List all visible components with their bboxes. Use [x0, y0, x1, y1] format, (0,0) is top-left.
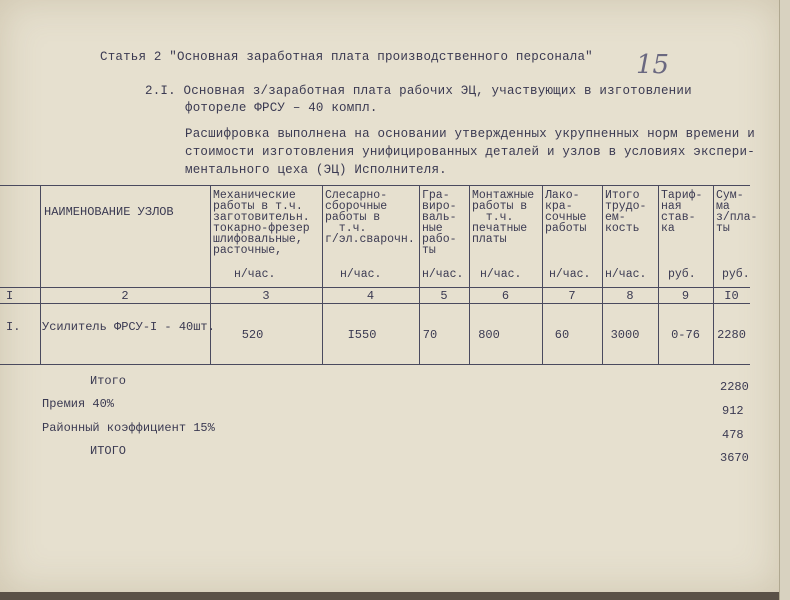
- col-number: 2: [121, 289, 129, 303]
- header-assembly: Слесарно- сборочные работы в т.ч. г/эл.сварочн.: [325, 189, 415, 246]
- row-index: I.: [6, 320, 21, 334]
- total-value: 2280: [720, 380, 749, 394]
- col-number: 8: [626, 289, 634, 303]
- col-number: 6: [501, 289, 510, 303]
- paper-edge: [779, 0, 790, 600]
- unit-painting: н/час.: [549, 268, 591, 281]
- col-number: I: [6, 289, 14, 303]
- header-salary: Сум- ма з/пла- ты: [716, 189, 758, 235]
- row-mechanical: 520: [241, 328, 264, 342]
- unit-rate: руб.: [668, 268, 696, 281]
- unit-mechanical: н/час.: [234, 268, 276, 281]
- row-rate: 0-76: [671, 328, 700, 342]
- col-number: 7: [568, 289, 576, 303]
- row-assembly: I550: [347, 328, 377, 342]
- row-total-labor: 3000: [610, 328, 640, 342]
- table-number-divider: [0, 303, 750, 304]
- unit-engraving: н/час.: [422, 268, 464, 281]
- table-top-border: [0, 185, 750, 186]
- bonus-label: Премия 40%: [42, 397, 115, 411]
- col-number: 5: [440, 289, 448, 303]
- row-engraving: 70: [422, 328, 438, 342]
- header-name: НАИМЕНОВАНИЕ УЗЛОВ: [44, 205, 174, 219]
- total-label: Итого: [90, 374, 127, 388]
- article-title: Статья 2 "Основная заработная плата производственного персонала": [100, 50, 593, 64]
- header-painting: Лако- кра- сочные работы: [545, 189, 587, 235]
- handwritten-page-number: 15: [636, 50, 670, 80]
- grand-total-value: 3670: [720, 451, 749, 465]
- row-mounting: 800: [478, 328, 500, 342]
- col-number: 4: [366, 289, 375, 303]
- bonus-value: 912: [722, 404, 744, 418]
- section-title-line2: фотореле ФРСУ – 40 компл.: [185, 101, 378, 115]
- regional-coefficient-value: 478: [722, 428, 744, 442]
- description-line3: ментального цеха (ЭЦ) Исполнителя.: [185, 163, 447, 177]
- col-number: 9: [681, 289, 690, 303]
- unit-total-labor: н/час.: [605, 268, 647, 281]
- row-salary: 2280: [717, 328, 746, 342]
- col-number: 3: [262, 289, 270, 303]
- row-item-name: Усилитель ФРСУ-I - 40шт.: [42, 320, 215, 334]
- grand-total-label: ИТОГО: [90, 444, 127, 458]
- section-title-line1: 2.I. Основная з/заработная плата рабочих ЭЦ, участвующих в изготовлении: [145, 84, 692, 98]
- description-line2: стоимости изготовления унифицированных деталей и узлов в условиях экспери-: [185, 145, 755, 159]
- unit-mounting: н/час.: [480, 268, 522, 281]
- table-bottom-border: [0, 364, 750, 365]
- header-mounting: Монтажные работы в т.ч. печатные платы: [472, 189, 535, 246]
- header-rate: Тариф- ная став- ка: [661, 189, 703, 235]
- table-header-divider: [0, 287, 750, 288]
- col-number: I0: [724, 289, 739, 303]
- header-total-labor: Итого трудо- ем- кость: [605, 189, 647, 235]
- row-painting: 60: [554, 328, 570, 342]
- header-engraving: Гра- виро- валь- ные рабо- ты: [422, 189, 457, 257]
- regional-coefficient-label: Районный коэффициент 15%: [42, 421, 215, 435]
- unit-salary: руб.: [722, 268, 750, 281]
- header-mechanical: Механические работы в т.ч. заготовительн. токарно-фрезер шлифовальные, расточные,: [213, 189, 310, 257]
- description-line1: Расшифровка выполнена на основании утвержденных укрупненных норм времени и: [185, 127, 755, 141]
- col-divider: [40, 185, 41, 364]
- unit-assembly: н/час.: [340, 268, 382, 281]
